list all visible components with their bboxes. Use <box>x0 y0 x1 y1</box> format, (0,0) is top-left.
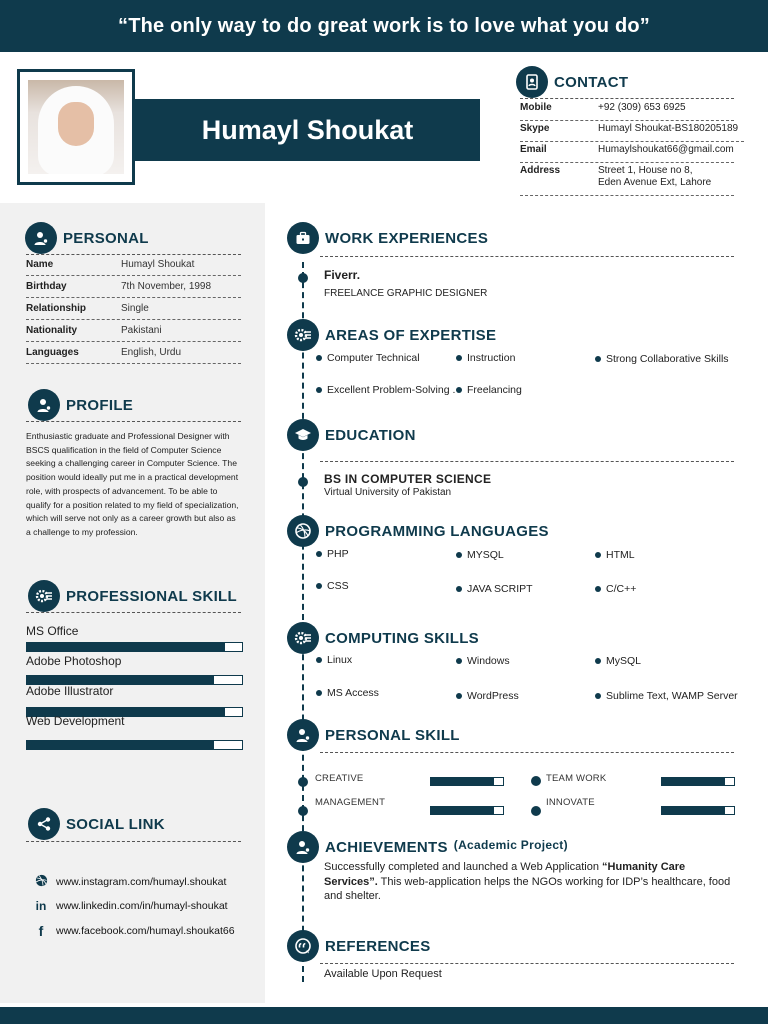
dribbble-icon <box>287 515 319 547</box>
profile-heading <box>28 389 133 421</box>
computing-item: MySQL <box>595 655 641 667</box>
personal-skill-bar-management <box>430 806 504 815</box>
achievements-heading <box>287 831 568 863</box>
profile-photo <box>28 80 124 174</box>
personal-skill-label-management: MANAGEMENT <box>315 797 386 808</box>
timeline-dot <box>298 777 308 787</box>
personal-row-name: Name Humayl Shoukat <box>26 254 241 276</box>
personal-row-nationality: Nationality Pakistani <box>26 320 241 342</box>
personal-title: PERSONAL <box>63 229 149 247</box>
skill-bar-web-development <box>26 740 243 750</box>
footer-bar <box>0 1007 768 1024</box>
social-link-instagram[interactable]: www.instagram.com/humayl.shoukat <box>34 874 226 890</box>
references-title: REFERENCES <box>325 937 431 955</box>
programming-item: MYSQL <box>456 549 504 561</box>
contact-title: CONTACT <box>554 73 629 91</box>
programming-item: PHP <box>316 548 349 560</box>
personal-row-birthday: Birthday 7th November, 1998 <box>26 276 241 298</box>
social-link-title: SOCIAL LINK <box>66 815 165 833</box>
work-experiences-title: WORK EXPERIENCES <box>325 229 489 247</box>
social-link-facebook[interactable]: f www.facebook.com/humayl.shoukat66 <box>34 923 235 939</box>
education-heading <box>287 419 416 451</box>
contact-row-skype: Skype Humayl Shoukat-BS180205189 <box>520 121 744 142</box>
linkedin-icon: in <box>35 899 47 913</box>
computing-item: Linux <box>316 654 352 666</box>
professional-skill-heading <box>28 580 237 612</box>
programming-languages-title: PROGRAMMING LANGUAGES <box>325 522 549 540</box>
skill-label-photoshop: Adobe Photoshop <box>26 654 122 668</box>
achievements-subtitle: (Academic Project) <box>453 837 568 852</box>
dribbble-icon <box>34 874 48 890</box>
user-icon <box>287 831 319 863</box>
skill-label-web-development: Web Development <box>26 714 125 728</box>
personal-row-relationship: Relationship Single <box>26 298 241 320</box>
areas-of-expertise-title: AREAS OF EXPERTISE <box>325 326 497 344</box>
contact-row-email: Email Humaylshoukat66@gmail.com <box>520 142 734 163</box>
user-icon <box>25 222 57 254</box>
quote-banner: “The only way to do great work is to love what you do” <box>0 0 768 52</box>
timeline-dot <box>531 776 541 786</box>
personal-heading <box>25 222 149 254</box>
quote-chat-icon <box>287 930 319 962</box>
education-school: Virtual University of Pakistan <box>324 487 452 498</box>
social-link-linkedin[interactable]: in www.linkedin.com/in/humayl-shoukat <box>35 899 228 913</box>
contact-heading <box>516 66 628 98</box>
programming-item: CSS <box>316 580 349 592</box>
user-icon <box>287 719 319 751</box>
profile-user-icon <box>28 389 60 421</box>
profile-summary: Enthusiastic graduate and Professional Designer with BSCS qualification in the field of Computer Science seeking a challenging career in Computer Science. The position would ideally put me in a practical development role, with prospects of advancement. To be able to qualify for a position related to my field of specialization, which will serve not only as a career growth but also as a challenge to my profession. <box>26 431 239 537</box>
work-company: Fiverr. <box>324 268 361 282</box>
personal-skill-label-creative: CREATIVE <box>315 773 364 784</box>
computing-skills-title: COMPUTING SKILLS <box>325 629 479 647</box>
briefcase-icon <box>287 222 319 254</box>
expertise-item: Freelancing <box>456 384 522 396</box>
timeline-dot <box>531 806 541 816</box>
skill-label-illustrator: Adobe Illustrator <box>26 684 114 698</box>
contact-row-address: Address Street 1, House no 8, Eden Avenue Ext, Lahore <box>520 163 734 196</box>
personal-skill-heading <box>287 719 460 751</box>
personal-skill-title: PERSONAL SKILL <box>325 726 460 744</box>
professional-skill-title: PROFESSIONAL SKILL <box>66 587 237 605</box>
achievements-text: Successfully completed and launched a Web Application “Humanity Care Services”. This web-application helps the NGOs working for IDP’s healthcare, food and shelter. <box>324 861 731 902</box>
share-icon <box>28 808 60 840</box>
computing-item: Sublime Text, WAMP Server <box>595 690 738 702</box>
programming-item: JAVA SCRIPT <box>456 583 533 595</box>
references-text: Available Upon Request <box>324 968 442 980</box>
computing-item: WordPress <box>456 690 519 702</box>
computing-item: MS Access <box>316 687 379 699</box>
programming-languages-heading <box>287 515 549 547</box>
personal-skill-bar-creative <box>430 777 504 786</box>
references-heading <box>287 930 431 962</box>
work-experiences-heading <box>287 222 488 254</box>
social-link-heading <box>28 808 165 840</box>
gear-icon <box>287 622 319 654</box>
gear-icon <box>287 319 319 351</box>
personal-skill-label-innovate: INNOVATE <box>546 797 595 808</box>
work-role: FREELANCE GRAPHIC DESIGNER <box>324 288 488 299</box>
programming-item: HTML <box>595 549 635 561</box>
graduation-cap-icon <box>287 419 319 451</box>
expertise-item: Strong Collaborative Skills <box>595 353 729 365</box>
areas-of-expertise-heading <box>287 319 496 351</box>
timeline-dot <box>298 477 308 487</box>
address-book-icon <box>516 66 548 98</box>
personal-skill-label-team-work: TEAM WORK <box>546 773 607 784</box>
skill-bar-ms-office <box>26 642 243 652</box>
facebook-icon: f <box>38 923 44 939</box>
personal-row-languages: Languages English, Urdu <box>26 342 241 364</box>
contact-row-mobile: Mobile +92 (309) 653 6925 <box>520 100 734 121</box>
skill-label-ms-office: MS Office <box>26 624 79 638</box>
computing-skills-heading <box>287 622 479 654</box>
gear-icon <box>28 580 60 612</box>
profile-title: PROFILE <box>66 396 134 414</box>
computing-item: Windows <box>456 655 510 667</box>
achievements-title: ACHIEVEMENTS <box>325 838 448 856</box>
personal-skill-bar-team-work <box>661 777 735 786</box>
education-title: EDUCATION <box>325 426 416 444</box>
programming-item: C/C++ <box>595 583 636 595</box>
personal-skill-bar-innovate <box>661 806 735 815</box>
expertise-item: Excellent Problem-Solving . <box>316 384 455 396</box>
timeline-dot <box>298 806 308 816</box>
name-banner: Humayl Shoukat <box>135 99 480 161</box>
timeline-dot <box>298 273 308 283</box>
expertise-item: Computer Technical <box>316 352 420 364</box>
email-link[interactable]: Humaylshoukat66@gmail.com <box>598 144 734 155</box>
expertise-item: Instruction <box>456 352 515 364</box>
education-degree: BS IN COMPUTER SCIENCE <box>324 472 492 486</box>
profile-photo-frame <box>17 69 135 185</box>
